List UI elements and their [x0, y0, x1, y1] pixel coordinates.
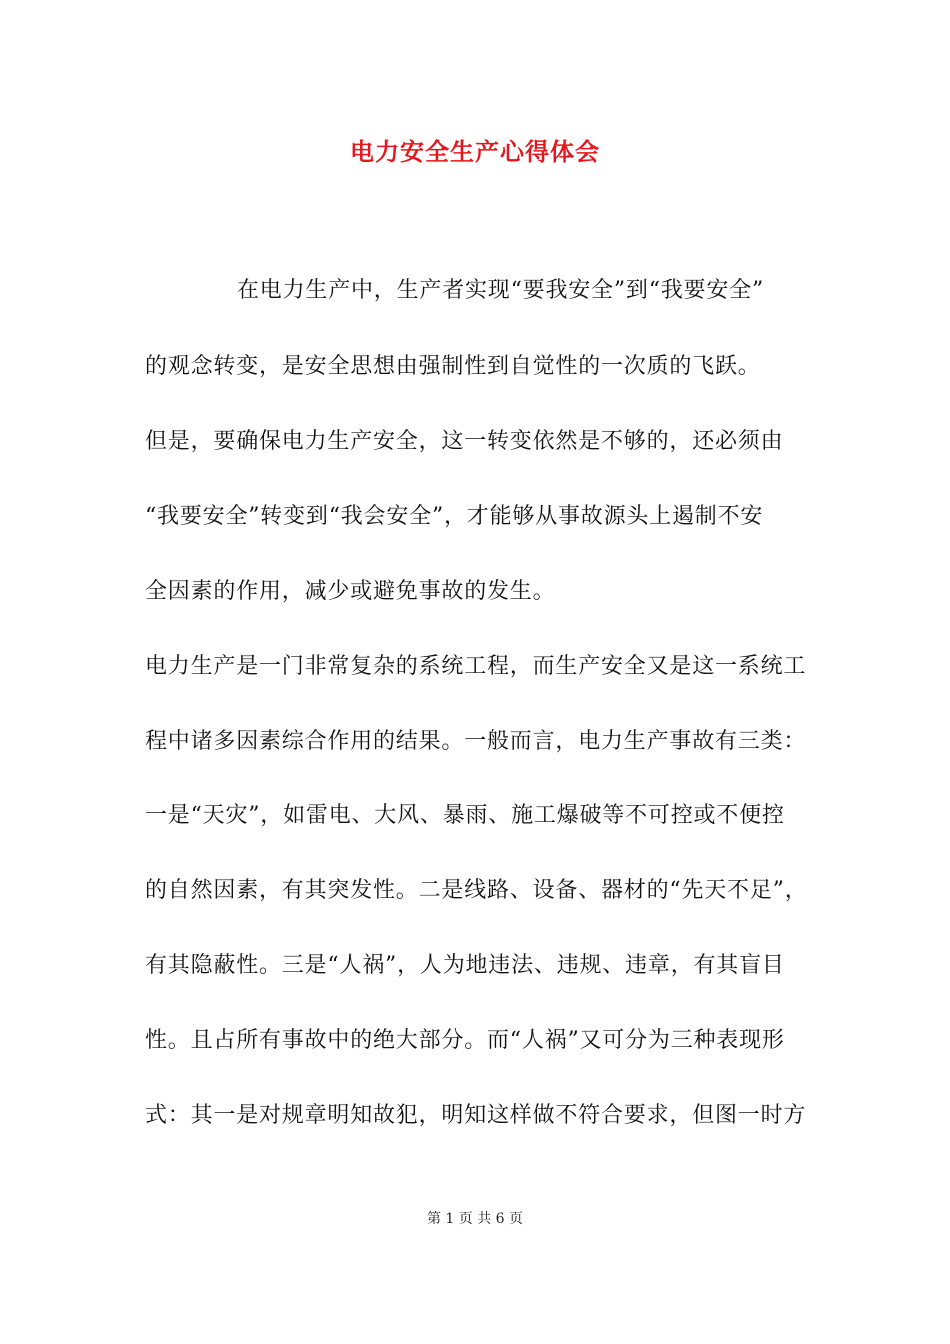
text-line: 性。且占所有事故中的绝大部分。而“人祸”又可分为三种表现形	[145, 1028, 785, 1053]
text-line: 式：其一是对规章明知故犯，明知这样做不符合要求，但图一时方	[145, 1103, 807, 1128]
text-line: 在电力生产中，生产者实现“要我安全”到“我要安全”	[237, 278, 764, 303]
text-line: 的自然因素，有其突发性。二是线路、设备、器材的“先天不足”，	[145, 878, 808, 903]
text-line: 一是“天灾”，如雷电、大风、暴雨、施工爆破等不可控或不便控	[145, 803, 785, 828]
text-line: “我要安全”转变到“我会安全”，才能够从事故源头上遏制不安	[145, 504, 764, 529]
document-title: 电力安全生产心得体会	[350, 137, 600, 166]
text-line: 电力生产是一门非常复杂的系统工程，而生产安全又是这一系统工	[145, 654, 807, 679]
text-line: 但是，要确保电力生产安全，这一转变依然是不够的，还必须由	[145, 429, 784, 454]
page-number-footer: 第 1 页 共 6 页	[426, 1211, 524, 1227]
text-line: 程中诸多因素综合作用的结果。一般而言，电力生产事故有三类：	[145, 729, 807, 754]
text-line: 的观念转变，是安全思想由强制性到自觉性的一次质的飞跃。	[145, 354, 761, 379]
text-line: 全因素的作用，减少或避免事故的发生。	[145, 579, 556, 604]
text-line: 有其隐蔽性。三是“人祸”，人为地违法、违规、违章，有其盲目	[145, 953, 785, 978]
